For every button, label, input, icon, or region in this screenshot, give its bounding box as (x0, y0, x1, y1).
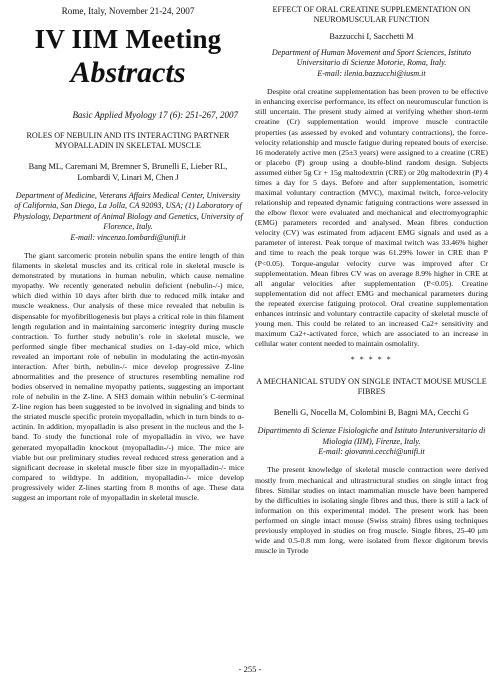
article-email: E-mail: ilenia.bazzucchi@iusm.it (317, 68, 426, 78)
article-creatine (255, 5, 488, 349)
abstracts-heading: Abstracts (70, 56, 186, 89)
section-separator: * * * * * (350, 355, 393, 365)
article-authors: Bang ML, Caremani M, Bremner S, Brunelli E, Lieber RL, Lombardi V, Linari M, Chen J (28, 162, 228, 182)
meeting-title: IV IIM Meeting (34, 24, 222, 54)
article-mechanical-study (255, 377, 488, 556)
page-number: - 255 - (238, 664, 262, 674)
article-title: ROLES OF NEBULIN AND ITS INTERACTING PARTNER MYOPALLADIN IN SKELETAL MUSCLE (26, 131, 230, 150)
left-column (12, 0, 244, 503)
article-body: The present knowledge of skeletal muscle contraction were derived mostly from mechanical and ultrastructural studies on single intact frog fibres. Similar studies on intact mammalian muscle have been hampered by the difficulties in isolating single fibres and thus, there is still a lack of information on this experimental model. The present work has been performed on single intact mouse (Swiss strain) fibres using techniques previously employed in studies on frog muscle. Single fibres, 25-40 μm wide and 0.5-0.8 mm long, were isolated from flexor digitorum brevis muscle in Tyrode (255, 465, 488, 556)
article-authors: Benelli G, Nocella M, Colombini B, Bagni MA, Cecchi G (273, 408, 470, 418)
article-email: E-mail: giovanni.cecchi@unifi.it (318, 447, 425, 457)
article-title: A MECHANICAL STUDY ON SINGLE INTACT MOUSE MUSCLE FIBRES (256, 377, 487, 397)
meeting-info: Rome, Italy, November 21-24, 2007 (61, 6, 195, 16)
article-title: EFFECT OF ORAL CREATINE SUPPLEMENTATION ON NEUROMUSCULAR FUNCTION (272, 5, 471, 24)
article-body: Despite oral creatine supplementation has been proven to be effective in enhancing exercise performance, its effect on neuromuscular function is still uncertain. The present study aimed at verifying whether short-term creatine (Cr) supplementation would improve muscle contractile properties (as assessed by evoked and voluntary contractions), the force-velocity relationship and muscle fatigue during repeated bouts of exercise. 16 moderately active men (25±3 years) were assigned to a creatine (CRE) or placebo (P) group using a double-blind random design. Subjects assumed either 5g Cr + 15g maltodextrin (CRE) or 20g maltodextrin (P) 4 times a day for 5 days. Before and after supplementation, isometric maximal voluntary contraction (MVC), maximal twitch, force-velocity relationship and repeated dynamic fatiguing contractions were assessed in the elbow flexor were evaluated and mechanical and electromyographic (EMG) parameters recorded and analysed. Mean fibres conduction velocity (CV) was estimated from adjacent EMG signals and used as a parameter of interest. Peak torque of maximal twitch was 33.46% higher and time to reach the peak torque was 61.29% lower in CRE than P (P<0.05). Torque-angular velocity curve was improved after Cr supplementation. Mean fibres CV was on average 8.9% higher in CRE at all angular velocities after supplementation (P<0.05). Creatine supplementation did not affect EMG and mechanical parameters during the repeated exercise fatiguing protocol. Oral creatine supplementation enhances intrinsic and voluntary contractile capacity of skeletal muscle of young men. This could be related to an increased Ca2+ sensitivity and maximum Ca2+-activated force, which are associated to an increase in cellular water content needed to maintain osmolality. (255, 87, 488, 349)
journal-reference: Basic Applied Myology 17 (6): 251-267, 2007 (72, 110, 238, 120)
article-affiliation: Department of Medicine, Veterans Affairs Medical Center, University of California, San Diego, La Jolla, CA 92093, USA; (1) Laboratory of Physiology, Department of Animal Biology and Genetics, University of Florence, Italy. (13, 191, 243, 232)
article-affiliation: Department of Human Movement and Sport Sciences, Istituto Universitario di Scienze Motorie, Roma, Italy. (271, 48, 472, 68)
article-body: The giant sarcomeric protein nebulin spans the entire length of thin filaments in skeletal muscles and its critical role in skeletal muscle is demonstrated by mutations in human nebulin, which cause nemaline myopathy. We recently generated nebulin deficient (nebulin-/-) mice, which died within 10 days after birth due to reduced milk intake and muscle weakness. Our analysis of these mice revealed that nebulin is dispensable for myofibrillogenesis but plays a critical role in thin filament length regulation and in maintaining sarcomeric integrity during muscle contraction. To further study nebulin’s role in skeletal muscle, we performed single fiber mechanical studies on 1-day-old mice, which revealed an important role of nebulin in modulating the actin-myosin interaction. After birth, nebulin-/- mice develop progressive Z-line abnormalities and the presence of structures resembling nemaline rod bodies observed in nemaline myopathy patients, suggesting an important role of nebulin in the Z-line. A SH3 domain within nebulin’s C-terminal Z-line region has been suggested to be involved in signaling and binds to the striated muscle specific protein myopalladin, which in turn binds to α-actinin. In addition, myopalladin is also present in the nucleus and the I-band. To study the functional role of myopalladin in vivo, we have generated myopalladin knockout (myopalladin-/-) mice. The mice are viable but our preliminary studies reveal reduced stress generation and a significant decrease in skeletal muscle fiber size in myopalladin-/- mice compared to wildtype. In addition, myopalladin-/- mice develop progressively wider Z-lines starting from 8 months of age. These data suggest an important role of myopalladin in skeletal muscle. (12, 251, 244, 502)
article-authors: Bazzucchi I, Sacchetti M (329, 32, 414, 41)
article-affiliation: Dipartimento di Scienze Fisiologiche and Istituto Interuniversitario di Miologia (IIM), Firenze, Italy. (257, 426, 486, 446)
article-nebulin (12, 131, 244, 503)
right-column (255, 0, 488, 556)
article-email: E-mail: vincenzo.lombardi@unifi.it (70, 232, 186, 242)
